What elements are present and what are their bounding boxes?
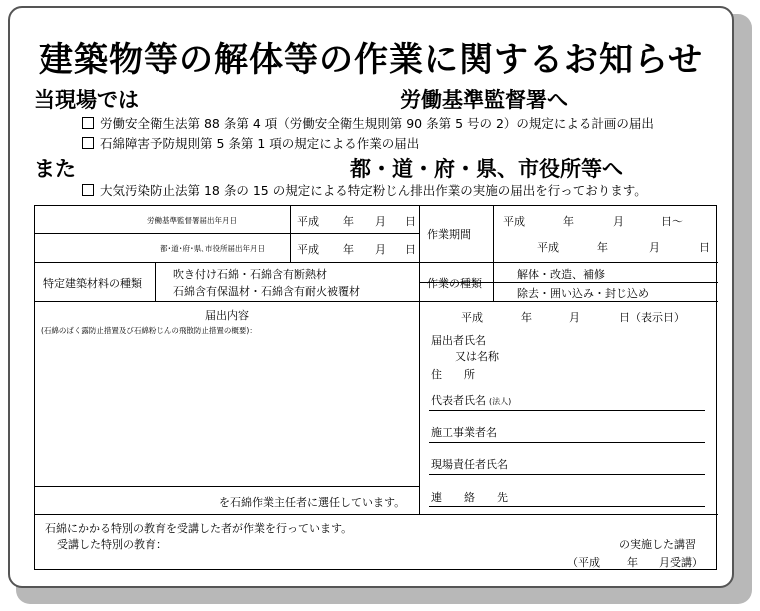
notice-item: [82, 114, 654, 132]
year-unit: 年: [343, 243, 354, 256]
grid-line: [35, 486, 419, 487]
notice-item-text: 石綿障害予防規則第 5 条第 1 項の規定による作業の届出: [100, 136, 420, 151]
notification-content-label: 届出内容: [205, 309, 249, 322]
representative-text: 代表者氏名: [431, 394, 486, 407]
section1-recipient: 労働基準監督署へ: [400, 88, 568, 112]
grid-line: [35, 301, 718, 302]
day-unit: 日: [405, 243, 416, 256]
year-unit: 年: [563, 215, 574, 228]
education-statement: 石綿にかかる特別の教育を受講した者が作業を行っています。: [45, 522, 353, 535]
era: 平成: [297, 215, 319, 228]
notice-item: [82, 181, 647, 199]
work-type-line: 除去・囲い込み・封じ込め: [517, 287, 649, 300]
labor-office-date-label: 労働基準監督署届出年月日: [147, 216, 237, 225]
checkbox-icon: [82, 117, 94, 129]
notice-table: [34, 205, 717, 570]
grid-line: [290, 206, 291, 262]
material-line: 吹き付け石綿・石綿含有断熱材: [173, 268, 327, 281]
year-unit: 年: [521, 311, 532, 324]
era: 平成: [503, 215, 525, 228]
section2-recipient: 都・道・府・県、市役所等へ: [350, 157, 623, 181]
year-unit: 年: [343, 215, 354, 228]
month-unit: 月: [649, 241, 660, 254]
address-label: 住 所: [431, 368, 475, 381]
month-unit: 月: [613, 215, 624, 228]
asbestos-chief-text: を石綿作業主任者に選任しています。: [219, 496, 406, 509]
display-date-suffix: 日（表示日）: [619, 311, 685, 324]
year-unit: 年: [627, 556, 638, 569]
section1-prefix: 当現場では: [34, 88, 139, 112]
notice-sign: [8, 6, 734, 588]
education-course-label: 受講した特別の教育：: [57, 538, 167, 551]
corporation-note: (法人): [489, 397, 512, 406]
contact-label: 連 絡 先: [431, 491, 508, 504]
grid-line: [493, 206, 494, 301]
material-label: 特定建築材料の種類: [43, 277, 142, 290]
month-unit: 月: [375, 243, 386, 256]
day-unit: 日: [699, 241, 710, 254]
signature-line: [429, 410, 705, 411]
checkbox-icon: [82, 137, 94, 149]
work-period-label: 作業期間: [427, 228, 471, 241]
grid-line: [35, 514, 718, 515]
month-unit: 月: [375, 215, 386, 228]
work-type-line: 解体・改造、補修: [517, 268, 605, 281]
era: 平成: [537, 241, 559, 254]
checkbox-icon: [82, 184, 94, 196]
day-unit: 日: [405, 215, 416, 228]
prefecture-date-label: 都･道･府･県､市役所届出年月日: [160, 244, 265, 253]
grid-line: [155, 262, 156, 301]
notification-note: (石綿のばく露防止措置及び石綿粉じんの飛散防止措置の概要)：: [41, 326, 257, 335]
signature-line: [429, 442, 705, 443]
grid-line: [35, 233, 419, 234]
year-unit: 年: [597, 241, 608, 254]
page-title: 建築物等の解体等の作業に関するお知らせ: [39, 40, 703, 80]
or-name-label: 又は名称: [455, 350, 499, 363]
work-type-label: 作業の種類: [427, 277, 482, 290]
month-unit: 月: [569, 311, 580, 324]
contractor-label: 施工事業者名: [431, 426, 497, 439]
received-open: （平成: [567, 556, 600, 569]
era: 平成: [461, 311, 483, 324]
applicant-name-label: 届出者氏名: [431, 334, 486, 347]
section2-prefix: また: [34, 157, 76, 181]
representative-label: [431, 392, 511, 408]
received-close: 月受講）: [659, 556, 703, 569]
notice-item-text: 大気汚染防止法第 18 条の 15 の規定による特定粉じん排出作業の実施の届出を行っております。: [100, 183, 647, 198]
material-line: 石綿含有保温材・石綿含有耐火被覆材: [173, 285, 360, 298]
notice-item-text: 労働安全衛生法第 88 条第 4 項（労働安全衛生規則第 90 条第 5 号の 2）の規定による計画の届出: [100, 116, 654, 131]
era: 平成: [297, 243, 319, 256]
site-manager-label: 現場責任者氏名: [431, 458, 508, 471]
day-unit: 日〜: [661, 215, 683, 228]
notice-item: [82, 134, 419, 152]
signature-line: [429, 474, 705, 475]
grid-line: [35, 262, 718, 263]
course-provider-text: の実施した講習: [619, 538, 696, 551]
signature-line: [429, 506, 705, 507]
grid-line: [419, 206, 420, 514]
